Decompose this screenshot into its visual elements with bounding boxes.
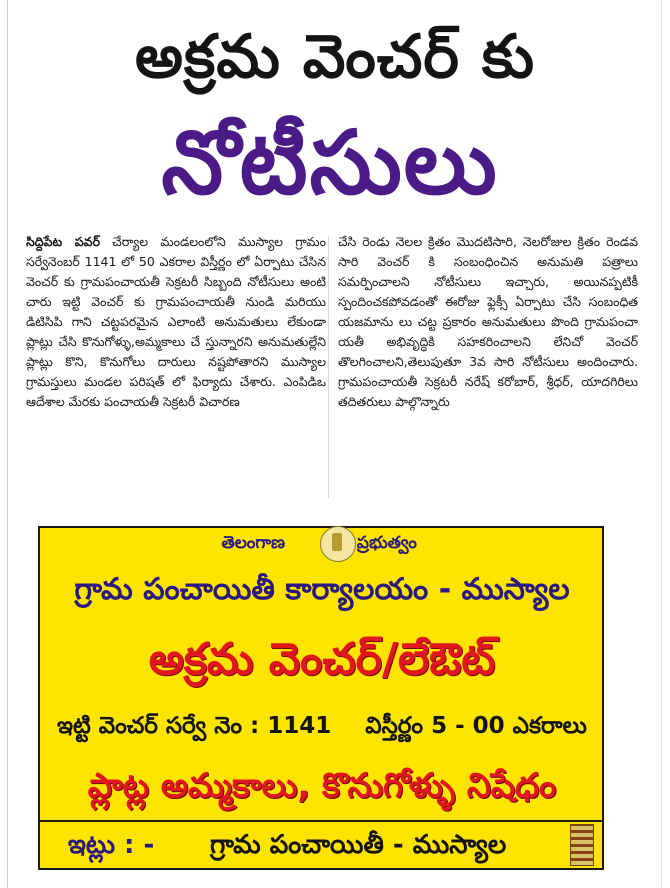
article-text-left: చేర్యాల మండలంలోని ముస్యాల గ్రామం సర్వేనెంబర్ 1141 లో 50 ఎకరాల విస్తీర్ణం లో ఏర్పాటు చేసిన వెంచర్ కు గ్రామపంచాయతీ సెక్రటరీ సిబ్బంది నోటీసులు అంటి చారు ఇట్టి వెంచర్ కు గ్రామపంచాయతీ నుండి మరియు డిటిసిపి గాని చట్టపరమైన ఎలాంటి అనుమతులు లేకుండా ప్లాట్లు చేసి కొనుగోళ్ళు,అమ్మకాలు చే స్తున్నారని అనుమతుల్లేని ప్లాట్లు కొని, కొనుగోలు దారులు నష్టపోతారని ముస్యాల గ్రామస్తులు మండల పరిషత్ లో ఫిర్యాదు చేశారు. ఎంపిడిఒ ఆదేశాల మేరకు పంచాయతీ సెక్రటరీ విచారణ xyxy=(26,234,326,409)
article-dateline: సిద్దిపేట పవర్ xyxy=(26,234,100,249)
notice-banner xyxy=(38,526,604,870)
banner-title: అక్రమ వెంచర్/లేఔట్ xyxy=(148,634,496,685)
banner-survey: ఇట్టి వెంచర్ సర్వే నెం : 1141 xyxy=(57,713,332,739)
banner-office-name: గ్రామ పంచాయితీ కార్యాలయం - ముస్యాల xyxy=(74,572,570,607)
article-text-right: చేసి రెండు నెలల క్రితం మొదటిసారి, నెలరోజుల క్రితం రెండవ సారి వెంచర్ కి సంబంధించిన అనుమతి పత్రాలు సమర్పించాలని నోటీసులు ఇచ్చారు, అయినప్పటికీ స్పందించకపోవడంతో ఈరోజు ఫ్లెక్సీ ఏర్పాటు చేసి సంబంధిత యజమాను లు చట్ట ప్రకారం అనుమతులు పొంది గ్రామపంచా యతీ అభివృద్ధికి సహకరించాలని లేనిచో వెంచర్ తొలగించాలని,తెలుపుతూ 3వ సారి నోటీసులు అందించారు. గ్రామపంచాయతీ సెక్రటరీ నరేష్ కరోబార్, శ్రీధర్, యాదగిరిలు తదితరులు పాల్గొన్నారు xyxy=(338,234,638,409)
telangana-emblem-icon xyxy=(320,526,356,562)
banner-itlu: ఇట్లు : - xyxy=(68,830,155,860)
headline-line-2: నోటీసులు xyxy=(161,111,499,214)
banner-prohibition: ప్లాట్ల అమ్మకాలు, కొనుగోళ్ళు నిషేధం xyxy=(87,766,557,806)
page-border-right xyxy=(661,0,662,888)
banner-logo-icon xyxy=(570,824,594,866)
headline-line-1: అక్రమ వెంచర్ కు xyxy=(135,22,535,92)
banner-footer xyxy=(40,820,602,868)
banner-area: విస్తీర్ణం 5 - 00 ఎకరాలు xyxy=(365,713,587,739)
column-separator xyxy=(328,236,329,498)
banner-photo xyxy=(34,520,608,880)
banner-survey-line xyxy=(50,704,594,748)
banner-header-left: తెలంగాణ xyxy=(221,533,286,553)
article-column-left xyxy=(26,232,326,412)
banner-signature: గ్రామ పంచాయితీ - ముస్యాల xyxy=(210,830,507,860)
page-border-left xyxy=(7,0,8,888)
article-column-right xyxy=(338,232,638,412)
banner-header-right: ప్రభుత్వం xyxy=(356,533,417,553)
